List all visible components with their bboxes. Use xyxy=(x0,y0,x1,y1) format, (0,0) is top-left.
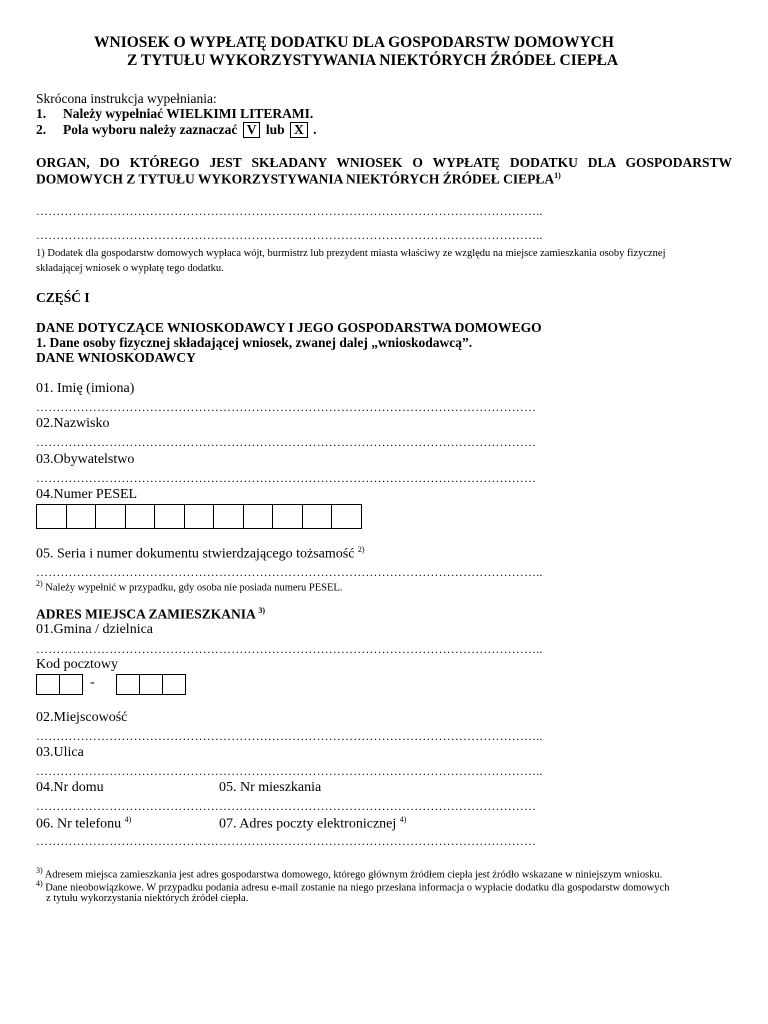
house-number-label: 04.Nr domu xyxy=(36,780,104,795)
subsection-title: 1. Dane osoby fizycznej składającej wniosek, zwanej dalej „wnioskodawcą”. xyxy=(36,335,473,350)
organ-footnote-ref: 1) xyxy=(554,171,561,180)
id-document-field[interactable]: …………………………………………………………………………………………………………….. xyxy=(36,565,543,579)
example-checkbox-x: X xyxy=(290,122,308,138)
citizenship-field[interactable]: …………………………………………………………………………………………………………… xyxy=(36,471,537,485)
email-label xyxy=(219,815,406,833)
phone-footnote-ref: 4) xyxy=(124,815,132,824)
email-footnote-ref: 4) xyxy=(399,815,407,824)
citizenship-label: 03.Obywatelstwo xyxy=(36,452,135,467)
postcode-part1-boxes[interactable] xyxy=(36,674,82,695)
house-apartment-field[interactable]: …………………………………………………………………………………………………………… xyxy=(36,799,537,813)
footnote-4-marker: 4) xyxy=(36,879,43,888)
section-title: DANE DOTYCZĄCE WNIOSKODAWCY I JEGO GOSPODARSTWA DOMOWEGO xyxy=(36,320,542,335)
id-document-label-text: 05. Seria i numer dokumentu stwierdzającego tożsamość xyxy=(36,546,355,562)
pesel-digit-box[interactable] xyxy=(302,504,333,529)
organ-input-line-1[interactable]: …………………………………………………………………………………………………………….. xyxy=(36,204,543,218)
municipality-field[interactable]: …………………………………………………………………………………………………………….. xyxy=(36,642,543,656)
postcode-digit-box[interactable] xyxy=(59,674,83,695)
pesel-digit-box[interactable] xyxy=(154,504,185,529)
instruction-1-number: 1. xyxy=(36,106,47,121)
surname-field[interactable]: …………………………………………………………………………………………………………… xyxy=(36,435,537,449)
organ-heading-line2-text: DOMOWYCH Z TYTUŁU WYKORZYSTYWANIA NIEKTÓRYCH ŹRÓDEŁ CIEPŁA xyxy=(36,171,555,187)
first-name-label: 01. Imię (imiona) xyxy=(36,381,135,396)
instruction-2-or: lub xyxy=(265,122,285,137)
postcode-part2-boxes[interactable] xyxy=(116,674,185,695)
address-heading-text: ADRES MIEJSCA ZAMIESZKANIA xyxy=(36,606,256,622)
footnote-4-line2: z tytułu wykorzystania niektórych źródeł ciepła. xyxy=(46,893,249,904)
phone-email-field[interactable]: …………………………………………………………………………………………………………… xyxy=(36,834,537,848)
organ-heading-line1 xyxy=(36,155,732,171)
id-document-footnote-ref: 2) xyxy=(357,545,365,554)
form-title-line1: WNIOSEK O WYPŁATĘ DODATKU DLA GOSPODARSTW DOMOWYCH xyxy=(94,34,614,51)
footnote-2-marker: 2) xyxy=(36,579,43,588)
pesel-digit-box[interactable] xyxy=(66,504,97,529)
apartment-number-label: 05. Nr mieszkania xyxy=(219,780,322,795)
footnote-4-text: Dane nieobowiązkowe. W przypadku podania adresu e-mail zostanie na niego przesłana informacja o wypłacie dodatku dla gospodarstw domowych xyxy=(45,882,670,894)
example-checkbox-v: V xyxy=(243,122,261,138)
address-footnote-ref: 3) xyxy=(258,606,266,615)
applicant-heading: DANE WNIOSKODAWCY xyxy=(36,350,196,365)
postcode-label: Kod pocztowy xyxy=(36,657,119,672)
organ-heading-line1-text: ORGAN, DO KTÓREGO JEST SKŁADANY WNIOSEK O WYPŁATĘ DODATKU DLA GOSPODARSTW xyxy=(36,155,732,170)
municipality-label: 01.Gmina / dzielnica xyxy=(36,622,154,637)
part-1-heading: CZĘŚĆ I xyxy=(36,290,90,305)
instruction-2-text: Pola wyboru należy zaznaczać xyxy=(63,122,238,137)
pesel-label: 04.Numer PESEL xyxy=(36,487,138,502)
pesel-digit-box[interactable] xyxy=(36,504,67,529)
form-title-line2: Z TYTUŁU WYKORZYSTYWANIA NIEKTÓRYCH ŹRÓDEŁ CIEPŁA xyxy=(127,52,619,69)
email-label-text: 07. Adres poczty elektronicznej xyxy=(219,816,397,832)
footnote-2 xyxy=(36,579,342,594)
street-label: 03.Ulica xyxy=(36,745,84,760)
footnote-4-line1 xyxy=(36,879,669,894)
pesel-digit-box[interactable] xyxy=(243,504,274,529)
address-heading xyxy=(36,606,265,623)
first-name-field[interactable]: …………………………………………………………………………………………………………… xyxy=(36,400,537,414)
phone-label xyxy=(36,815,131,833)
footnote-1-line2: składającej wniosek o wypłatę tego dodatku. xyxy=(36,263,224,274)
pesel-digit-box[interactable] xyxy=(213,504,244,529)
instructions-heading: Skrócona instrukcja wypełniania: xyxy=(36,91,217,106)
postcode-digit-box[interactable] xyxy=(116,674,140,695)
pesel-input-boxes[interactable] xyxy=(36,504,361,529)
id-document-label xyxy=(36,545,365,563)
postcode-digit-box[interactable] xyxy=(139,674,163,695)
pesel-digit-box[interactable] xyxy=(95,504,126,529)
organ-input-line-2[interactable]: …………………………………………………………………………………………………………….. xyxy=(36,228,543,242)
instruction-2 xyxy=(63,122,317,138)
footnote-1-line1: 1) Dodatek dla gospodarstw domowych wypłaca wójt, burmistrz lub prezydent miasta właściwy ze względu na miejsce zamieszkania osoby fizycznej xyxy=(36,248,666,259)
postcode-digit-box[interactable] xyxy=(36,674,60,695)
street-field[interactable]: …………………………………………………………………………………………………………….. xyxy=(36,764,543,778)
footnote-3-marker: 3) xyxy=(36,866,43,875)
instruction-2-number: 2. xyxy=(36,122,47,137)
pesel-digit-box[interactable] xyxy=(125,504,156,529)
pesel-digit-box[interactable] xyxy=(272,504,303,529)
instruction-1: Należy wypełniać WIELKIMI LITERAMI. xyxy=(63,106,314,121)
phone-label-text: 06. Nr telefonu xyxy=(36,816,122,832)
organ-heading-line2 xyxy=(36,171,561,188)
postcode-digit-box[interactable] xyxy=(162,674,186,695)
surname-label: 02.Nazwisko xyxy=(36,416,110,431)
city-label: 02.Miejscowość xyxy=(36,710,128,725)
city-field[interactable]: …………………………………………………………………………………………………………….. xyxy=(36,729,543,743)
footnote-3-text: Adresem miejsca zamieszkania jest adres gospodarstwa domowego, którego głównym źródłem ciepła jest źródło wskazane w niniejszym wniosku. xyxy=(44,869,663,881)
instruction-2-end: . xyxy=(313,122,317,137)
pesel-digit-box[interactable] xyxy=(331,504,362,529)
pesel-digit-box[interactable] xyxy=(184,504,215,529)
footnote-2-text: Należy wypełnić w przypadku, gdy osoba nie posiada numeru PESEL. xyxy=(45,582,343,594)
postcode-dash: - xyxy=(90,675,95,690)
